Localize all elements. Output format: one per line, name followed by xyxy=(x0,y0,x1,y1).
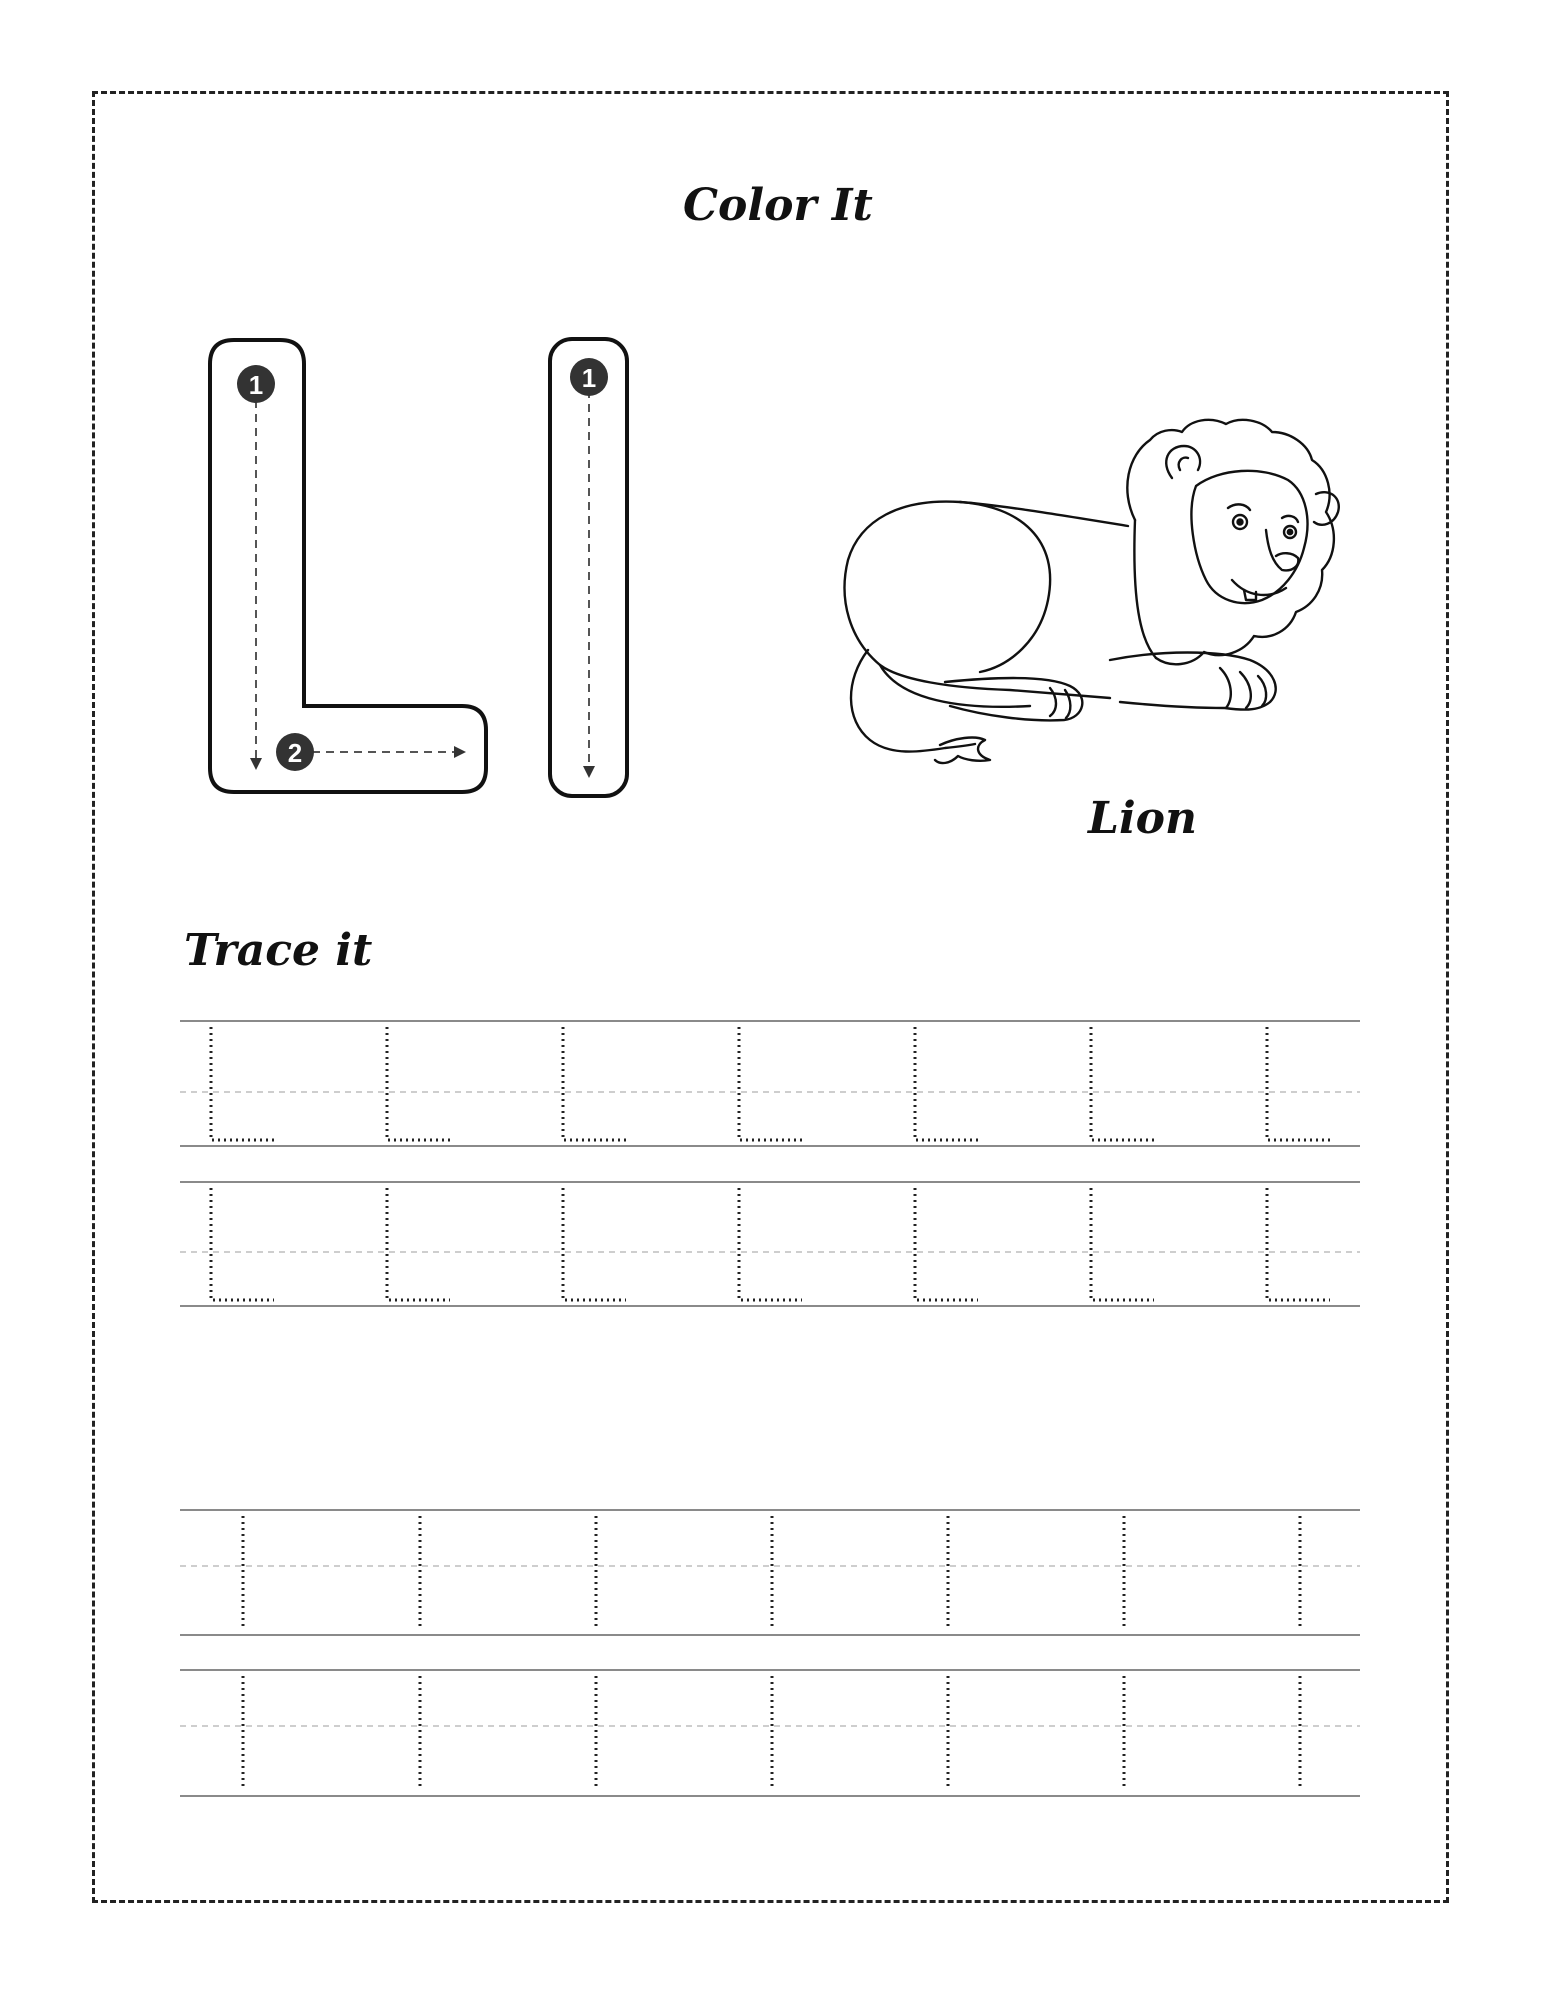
trace-it-heading: Trace it xyxy=(184,925,373,976)
stroke-number-2: 2 xyxy=(287,738,303,768)
lowercase-letter-outline xyxy=(550,339,627,796)
animal-name-label: Lion xyxy=(1088,793,1197,844)
color-it-heading: Color It xyxy=(683,180,873,231)
uppercase-letter-outline xyxy=(210,340,486,792)
stroke-number-1: 1 xyxy=(248,370,264,400)
lowercase-trace-rows xyxy=(180,1510,1360,1796)
lion-illustration xyxy=(845,420,1339,763)
lower-stroke-number-1: 1 xyxy=(581,363,597,393)
uppercase-trace-rows xyxy=(180,1021,1360,1306)
